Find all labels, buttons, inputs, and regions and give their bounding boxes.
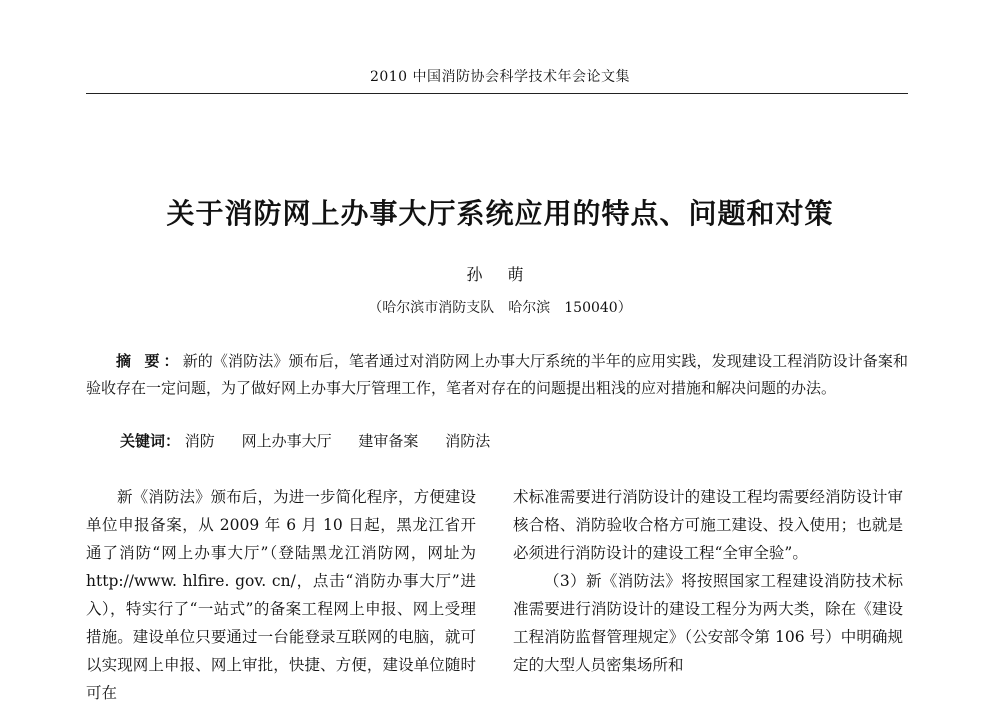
keyword: 网上办事大厅 [241, 432, 332, 450]
body-paragraph: 新《消防法》颁布后，为进一步简化程序，方便建设单位申报备案，从 2009 年 6 月 10 日起，黑龙江省开通了消防“网上办事大厅”（登陆黑龙江消防网，网址为 http://www. hlfire. gov. cn/，点击“消防办事大厅”进入），特实行了“一站式”的备案工程网上申报、网上受理措施。建设单位只要通过一台能登录互联网的电脑，就可以实现网上申报、网上审批，快捷、方便，建设单位随时可在 [86, 488, 476, 702]
running-header: 2010 中国消防协会科学技术年会论文集 [369, 69, 631, 85]
body-paragraph: 术标准需要进行消防设计的建设工程均需要经消防设计审核合格、消防验收合格方可施工建设、投入使用；也就是必须进行消防设计的建设工程“全审全验”。 [513, 488, 903, 562]
body-paragraph: （3）新《消防法》将按照国家工程建设消防技术标准需要进行消防设计的建设工程分为两大类，除在《建设工程消防监督管理规定》（公安部令第 106 号）中明确规定的大型人员密集场所和 [513, 572, 903, 674]
keywords [120, 429, 900, 453]
body-left-column [86, 483, 476, 707]
header-rule [86, 93, 908, 94]
paper-title: 关于消防网上办事大厅系统应用的特点、问题和对策 [166, 197, 834, 230]
keyword: 消防法 [445, 432, 491, 450]
author-affiliation: （哈尔滨市消防支队 哈尔滨 150040） [368, 300, 632, 316]
abstract-label: 摘 要： [116, 352, 183, 370]
abstract [86, 348, 908, 402]
author-name: 孙 萌 [466, 265, 534, 284]
keyword: 消防 [184, 432, 215, 450]
abstract-text: 新的《消防法》颁布后，笔者通过对消防网上办事大厅系统的半年的应用实践，发现建设工程消防设计备案和验收存在一定问题，为了做好网上办事大厅管理工作，笔者对存在的问题提出粗浅的应对措施和解决问题的办法。 [86, 352, 908, 397]
keywords-label: 关键词： [120, 432, 181, 450]
body-right-column [513, 483, 903, 679]
keyword: 建审备案 [358, 432, 419, 450]
